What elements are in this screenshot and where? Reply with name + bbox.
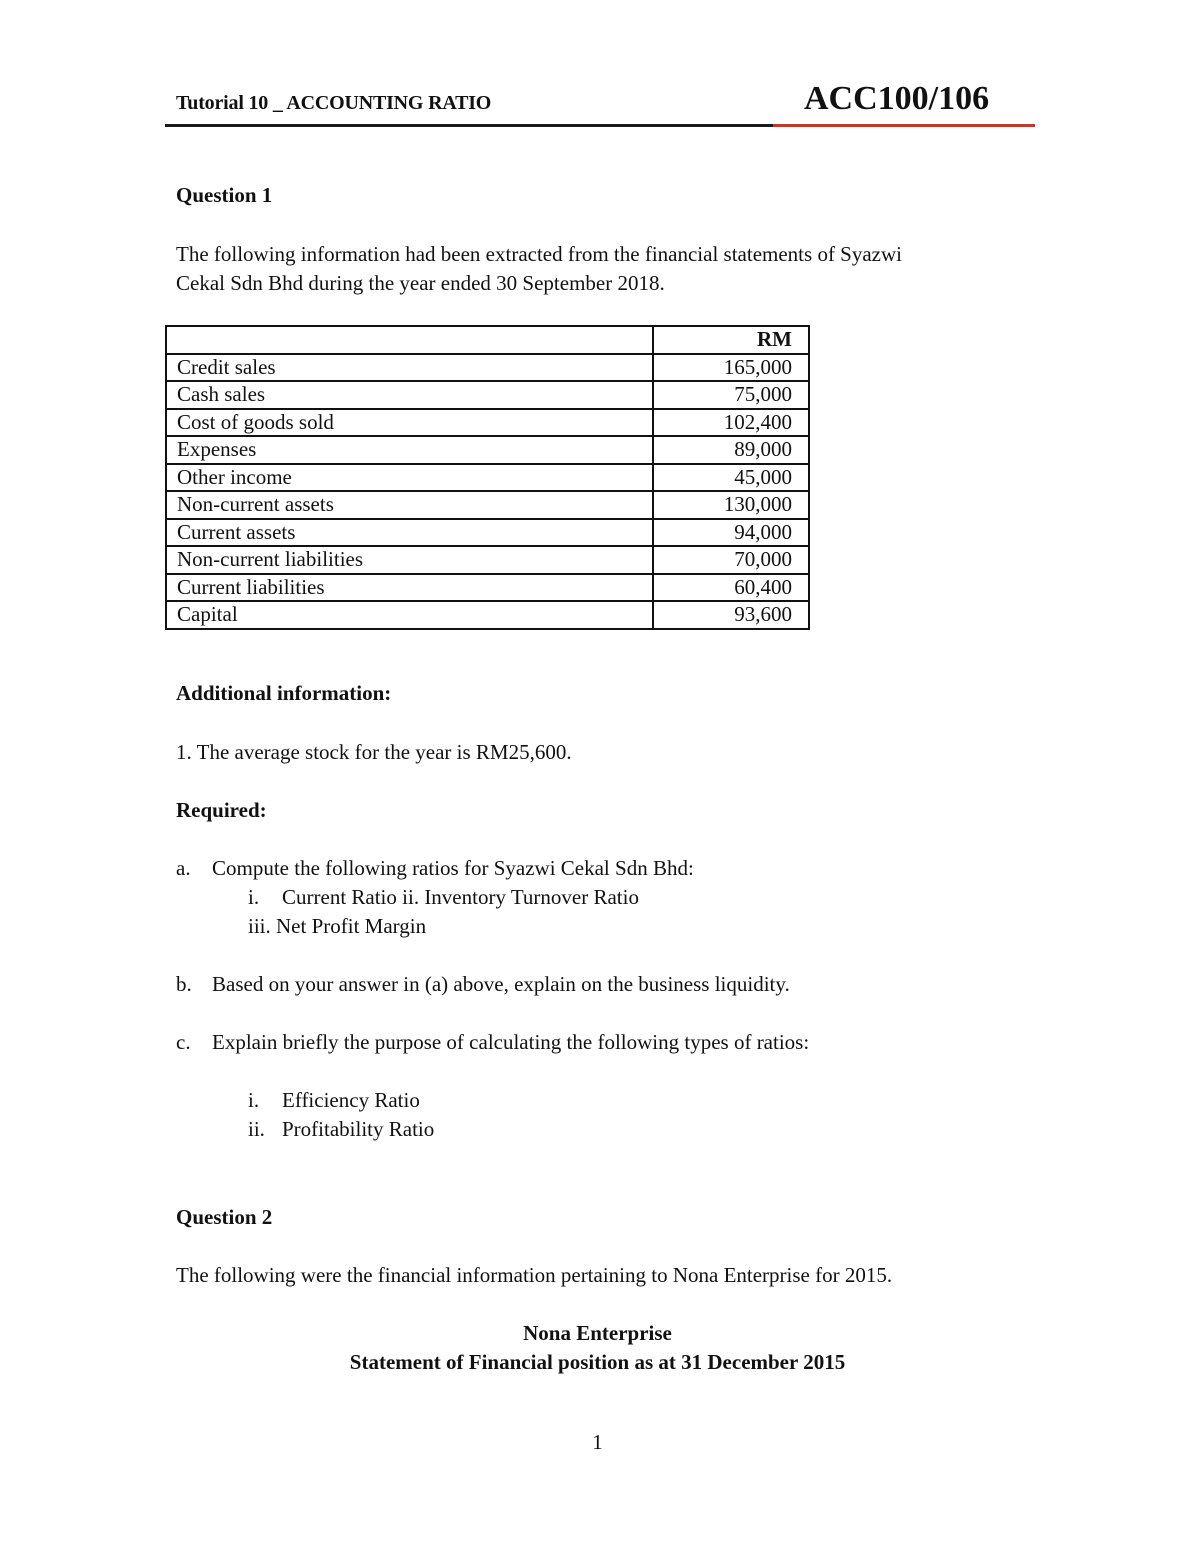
part-a-iii-text: iii. Net Profit Margin (248, 914, 427, 938)
header-title: Tutorial 10 _ ACCOUNTING RATIO (176, 92, 492, 114)
table-cell-value: 70,000 (653, 546, 809, 574)
table-cell-value: 89,000 (653, 436, 809, 464)
part-c-marker: c. (176, 1030, 191, 1054)
table-header-value: RM (653, 326, 809, 354)
table-row (166, 491, 809, 519)
part-a-i-marker: i. (248, 885, 260, 909)
table-row (166, 464, 809, 492)
table-cell-label: Expenses (166, 436, 653, 464)
part-c-text: Explain briefly the purpose of calculating the following types of ratios: (212, 1030, 810, 1054)
question1-intro-line1: The following information had been extracted from the financial statements of Syazwi (176, 242, 903, 266)
table-cell-label: Cost of goods sold (166, 409, 653, 437)
table-cell-label: Current liabilities (166, 574, 653, 602)
table-row (166, 436, 809, 464)
statement-title: Statement of Financial position as at 31 December 2015 (349, 1350, 846, 1374)
table-cell-label: Cash sales (166, 381, 653, 409)
table-header-label (166, 326, 653, 354)
additional-info-item: 1. The average stock for the year is RM25,600. (176, 740, 572, 764)
table-cell-label: Non-current assets (166, 491, 653, 519)
required-heading: Required: (176, 798, 267, 822)
additional-info-heading: Additional information: (176, 681, 392, 705)
part-b-marker: b. (176, 972, 192, 996)
table-cell-value: 60,400 (653, 574, 809, 602)
company-name: Nona Enterprise (523, 1321, 672, 1345)
question1-heading: Question 1 (176, 183, 273, 207)
course-code: ACC100/106 (804, 80, 990, 117)
table-cell-label: Credit sales (166, 354, 653, 382)
question2-intro: The following were the financial information pertaining to Nona Enterprise for 2015. (176, 1263, 893, 1287)
table-row (166, 601, 809, 629)
table-row (166, 354, 809, 382)
part-b-text: Based on your answer in (a) above, explain on the business liquidity. (212, 972, 790, 996)
question2-heading: Question 2 (176, 1205, 273, 1229)
part-a-text: Compute the following ratios for Syazwi Cekal Sdn Bhd: (212, 856, 694, 880)
table-cell-value: 93,600 (653, 601, 809, 629)
table-row (166, 381, 809, 409)
table-cell-value: 165,000 (653, 354, 809, 382)
part-c-i-marker: i. (248, 1088, 260, 1112)
table-cell-value: 130,000 (653, 491, 809, 519)
header-rule (165, 124, 773, 127)
table-row (166, 574, 809, 602)
table-cell-label: Non-current liabilities (166, 546, 653, 574)
part-a-i-text: Current Ratio ii. Inventory Turnover Ratio (282, 885, 639, 909)
part-c-ii-marker: ii. (248, 1117, 265, 1141)
table-cell-value: 102,400 (653, 409, 809, 437)
table-cell-label: Other income (166, 464, 653, 492)
table-cell-value: 75,000 (653, 381, 809, 409)
table-cell-label: Current assets (166, 519, 653, 547)
part-c-ii-text: Profitability Ratio (282, 1117, 435, 1141)
table-row (166, 409, 809, 437)
part-c-i-text: Efficiency Ratio (282, 1088, 420, 1112)
page-number: 1 (592, 1430, 603, 1454)
financial-data-table (165, 325, 810, 630)
part-a-marker: a. (176, 856, 191, 880)
header-rule-accent (773, 124, 1035, 127)
question1-intro-line2: Cekal Sdn Bhd during the year ended 30 September 2018. (176, 271, 665, 295)
table-row (166, 519, 809, 547)
table-cell-value: 94,000 (653, 519, 809, 547)
table-row (166, 546, 809, 574)
table-cell-value: 45,000 (653, 464, 809, 492)
table-cell-label: Capital (166, 601, 653, 629)
table-header-row (166, 326, 809, 354)
